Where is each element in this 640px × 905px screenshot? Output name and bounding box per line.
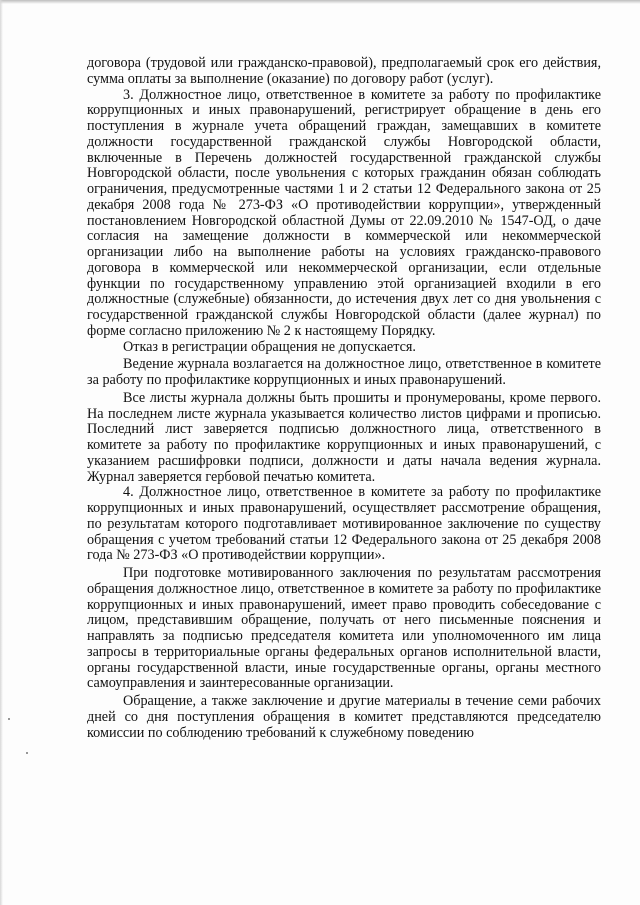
paragraph-conclusion-preparation: При подготовке мотивированного заключения по результатам рассмотрения обращения должностное лицо, ответственное в комитете за работу по профилактике коррупционных и иных правонарушений, имеет право проводить собеседование с лицом, представившим обращение, получать от него письменные пояснения и направлять за подписью председателя комитета или уполномоченного им лица запросы в территориальные органы федеральных органов исполнительной власти, органы государственной власти, иные государственные органы, органы местного самоуправления и заинтересованные организации. [87, 565, 601, 692]
document-body [87, 56, 601, 741]
scan-left-edge [0, 0, 3, 905]
paragraph-refusal: Отказ в регистрации обращения не допускается. [123, 338, 416, 355]
scan-speck [26, 752, 28, 754]
scan-top-edge [0, 0, 640, 4]
paragraph-journal-sheets: Все листы журнала должны быть прошиты и пронумерованы, кроме первого. На последнем листе журнала указывается количество листов цифрами и прописью. Последний лист заверяется подписью должностного лица, ответственного в комитете за работу по профилактике коррупционных и иных правонарушений, с указанием расшифровки подписи, должности и даты начала ведения журнала. Журнал заверяется гербовой печатью комитета. [87, 389, 601, 485]
paragraph-item-4: 4. Должностное лицо, ответственное в комитете за работу по профилактике коррупционных и иных правонарушений, осуществляет рассмотрение обращения, по результатам которого подготавливает мотивированное заключение по существу обращения с учетом требований статьи 12 Федерального закона от 25 декабря 2008 года № 273-ФЗ «О противодействии коррупции». [87, 484, 601, 564]
scan-speck [8, 718, 10, 720]
paragraph-item-3: 3. Должностное лицо, ответственное в комитете за работу по профилактике коррупционных и иных правонарушений, регистрирует обращение в день его поступления в журнале учета обращений граждан, замещавших в комитете должности государственной гражданской службы Новгородской области, включенные в Перечень должностей государственной гражданской службы Новгородской области, после увольнения с которых гражданин обязан соблюдать ограничения, предусмотренные частями 1 и 2 статьи 12 Федерального закона от 25 декабря 2008 года № 273-ФЗ «О противодействии коррупции», утвержденный постановлением Новгородской областной Думы от 22.09.2010 № 1547-ОД, о даче согласия на замещение должности в коммерческой или некоммерческой организации либо на выполнение работы на условиях гражданско-правового договора в коммерческой или некоммерческой организации, если отдельные функции по государственному управлению этой организацией входили в его должностные (служебные) обязанности, до истечения двух лет со дня увольнения с государственной гражданской службы Новгородской области (далее журнал) по форме согласно приложению № 2 к настоящему Порядку. [87, 86, 601, 339]
paragraph-materials-submission: Обращение, а также заключение и другие материалы в течение семи рабочих дней со дня поступления обращения в комитет представляются председателю комиссии по соблюдению требований к служебному поведению [87, 693, 601, 741]
paragraph-continuation: договора (трудовой или гражданско-правовой), предполагаемый срок его действия, сумма оплаты за выполнение (оказание) по договору работ (услуг). [87, 55, 601, 87]
paragraph-journal-keeping: Ведение журнала возлагается на должностное лицо, ответственное в комитете за работу по профилактике коррупционных и иных правонарушений. [87, 356, 601, 388]
